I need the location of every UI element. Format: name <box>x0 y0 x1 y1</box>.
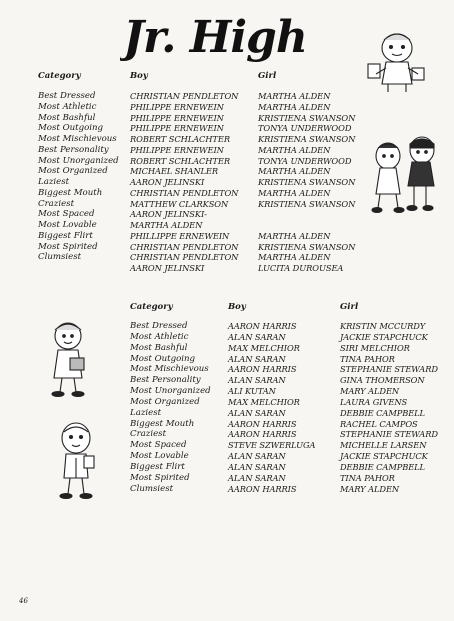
boy-name: ROBERT SCHLACHTER <box>130 134 230 144</box>
category-label: Most Spirited <box>130 472 190 483</box>
girl-name: KRISTIENA SWANSON <box>258 177 356 187</box>
section2-girl-header: Girl <box>340 302 359 312</box>
two-boys-cartoon-icon <box>368 134 444 216</box>
girl-name: MARY ALDEN <box>340 483 400 494</box>
girl-name: MARY ALDEN <box>340 386 400 397</box>
category-label: Laziest <box>130 407 162 418</box>
category-label: Most Bashful <box>38 112 96 123</box>
category-label: Most Spaced <box>130 440 187 451</box>
category-label: Biggest Mouth <box>38 187 103 198</box>
section1-boy-list <box>130 91 238 274</box>
girl-name: KRISTIN MCCURDY <box>340 321 426 331</box>
girl-name: MICHELLE LARSEN <box>340 440 427 451</box>
category-label: Best Dressed <box>130 321 188 331</box>
boy-name: ALAN SARAN <box>228 451 286 462</box>
category-label: Most Organized <box>130 396 200 407</box>
category-label: Most Unorganized <box>38 155 119 166</box>
boy-name: AARON HARRIS <box>228 429 297 440</box>
category-label: Most Outgoing <box>38 123 104 134</box>
category-label: Best Personality <box>130 375 201 386</box>
category-label: Craziest <box>38 198 75 209</box>
category-label: Biggest Flirt <box>38 230 93 241</box>
girl-name: STEPHANIE STEWARD <box>340 364 438 375</box>
category-label: Clumsiest <box>38 252 82 263</box>
girl-name: KRISTIENA SWANSON <box>258 112 356 123</box>
girl-name <box>258 220 355 231</box>
kid-with-book-cartoon-icon <box>44 320 98 400</box>
boy-name: MARTHA ALDEN <box>130 220 203 230</box>
girl-name: LUCITA DUROUSEA <box>258 263 344 273</box>
girl-name: DEBBIE CAMPBELL <box>340 407 425 418</box>
boy-name: PHILIPPE ERNEWEIN <box>130 112 224 123</box>
category-label: Most Athletic <box>130 331 189 342</box>
boy-name: CHRISTIAN PENDLETON <box>130 252 239 263</box>
boy-name: ROBERT SCHLACHTER <box>130 155 230 166</box>
girl-name: MARTHA ALDEN <box>258 101 331 112</box>
category-label: Most Mischievous <box>130 364 209 375</box>
girl-name: MARTHA ALDEN <box>258 91 331 101</box>
girl-name: KRISTIENA SWANSON <box>258 241 356 252</box>
category-label: Craziest <box>130 429 167 440</box>
category-label: Most Outgoing <box>130 353 196 364</box>
category-label: Most Spaced <box>38 209 95 220</box>
boy-name: ALAN SARAN <box>228 461 286 472</box>
section2-boy-list <box>228 321 315 495</box>
category-label: Most Lovable <box>38 220 97 230</box>
category-label: Most Athletic <box>38 101 97 112</box>
girl-name: KRISTIENA SWANSON <box>258 134 356 144</box>
category-label: Laziest <box>38 177 70 187</box>
boy-name: MATTHEW CLARKSON <box>130 198 229 209</box>
section1-girl-header: Girl <box>258 71 277 81</box>
girl-name: LAURA GIVENS <box>340 396 408 407</box>
category-label: Best Personality <box>38 144 109 155</box>
girl-name <box>258 209 355 220</box>
category-label: Biggest Mouth <box>130 418 195 429</box>
boy-name: MICHAEL SHANLER <box>130 166 219 177</box>
category-label: Most Organized <box>38 166 108 177</box>
category-label: Most Mischievous <box>38 134 117 144</box>
girl-name: DEBBIE CAMPBELL <box>340 461 425 472</box>
girl-name: JACKIE STAPCHUCK <box>340 331 428 342</box>
boy-name: AARON HARRIS <box>228 364 297 375</box>
section1-girl-list <box>258 91 355 274</box>
section2-boy-header: Boy <box>228 302 246 312</box>
boy-name: ALAN SARAN <box>228 407 286 418</box>
boy-name: CHRISTIAN PENDLETON <box>130 241 239 252</box>
boy-name: PHILIPPE ERNEWEIN <box>130 123 224 134</box>
boy-name: STEVE SZWERLUGA <box>228 440 316 451</box>
category-label: Most Lovable <box>130 451 189 462</box>
boy-name: MAX MELCHIOR <box>228 396 300 407</box>
boy-name: AARON HARRIS <box>228 483 297 494</box>
category-label: Most Unorganized <box>130 386 211 397</box>
girl-name: MARTHA ALDEN <box>258 187 331 198</box>
section2-girl-list <box>340 321 438 495</box>
boy-name: ALAN SARAN <box>228 375 286 386</box>
girl-name: MARTHA ALDEN <box>258 166 331 177</box>
boy-name: AARON HARRIS <box>228 418 297 429</box>
doll-cartoon-icon <box>364 28 430 96</box>
gentleman-cartoon-icon <box>54 420 104 502</box>
category-label: Best Dressed <box>38 91 96 101</box>
section2-category-header: Category <box>130 302 173 312</box>
girl-name: TINA PAHOR <box>340 472 395 483</box>
boy-name: ALAN SARAN <box>228 353 286 364</box>
category-label: Most Spirited <box>38 241 98 252</box>
category-label: Biggest Flirt <box>130 461 185 472</box>
section1-category-list <box>38 91 119 263</box>
girl-name: JACKIE STAPCHUCK <box>340 451 428 462</box>
boy-name: AARON JELINSKI- <box>130 209 207 220</box>
girl-name: MARTHA ALDEN <box>258 252 331 263</box>
category-label: Most Bashful <box>130 342 188 353</box>
girl-name: STEPHANIE STEWARD <box>340 429 438 440</box>
girl-name: MARTHA ALDEN <box>258 144 331 155</box>
girl-name: SIRI MELCHIOR <box>340 342 410 353</box>
girl-name: RACHEL CAMPOS <box>340 418 418 429</box>
section1-category-header: Category <box>38 71 81 81</box>
category-label: Clumsiest <box>130 483 174 494</box>
boy-name: ALAN SARAN <box>228 331 286 342</box>
boy-name: PHILLIPPE ERNEWEIN <box>130 230 230 241</box>
girl-name: MARTHA ALDEN <box>258 230 331 241</box>
page-number: 46 <box>19 597 28 605</box>
boy-name: ALI KUTAN <box>228 386 276 397</box>
boy-name: PHILIPPE ERNEWEIN <box>130 101 224 112</box>
boy-name: MAX MELCHIOR <box>228 342 300 353</box>
girl-name: TINA PAHOR <box>340 353 395 364</box>
girl-name: GINA THOMERSON <box>340 375 425 386</box>
girl-name: KRISTIENA SWANSON <box>258 198 356 209</box>
page-title-text: Jr. High <box>123 12 307 63</box>
boy-name: AARON JELINSKI <box>130 263 205 273</box>
girl-name: TONYA UNDERWOOD <box>258 155 352 166</box>
boy-name: AARON JELINSKI <box>130 177 205 187</box>
section1-boy-header: Boy <box>130 71 148 81</box>
girl-name: TONYA UNDERWOOD <box>258 123 352 134</box>
page-title <box>120 10 310 64</box>
boy-name: PHILIPPE ERNEWEIN <box>130 144 224 155</box>
section2-category-list <box>130 321 211 495</box>
boy-name: CHRISTIAN PENDLETON <box>130 187 239 198</box>
boy-name: ALAN SARAN <box>228 472 286 483</box>
boy-name: AARON HARRIS <box>228 321 297 331</box>
boy-name: CHRISTIAN PENDLETON <box>130 91 239 101</box>
